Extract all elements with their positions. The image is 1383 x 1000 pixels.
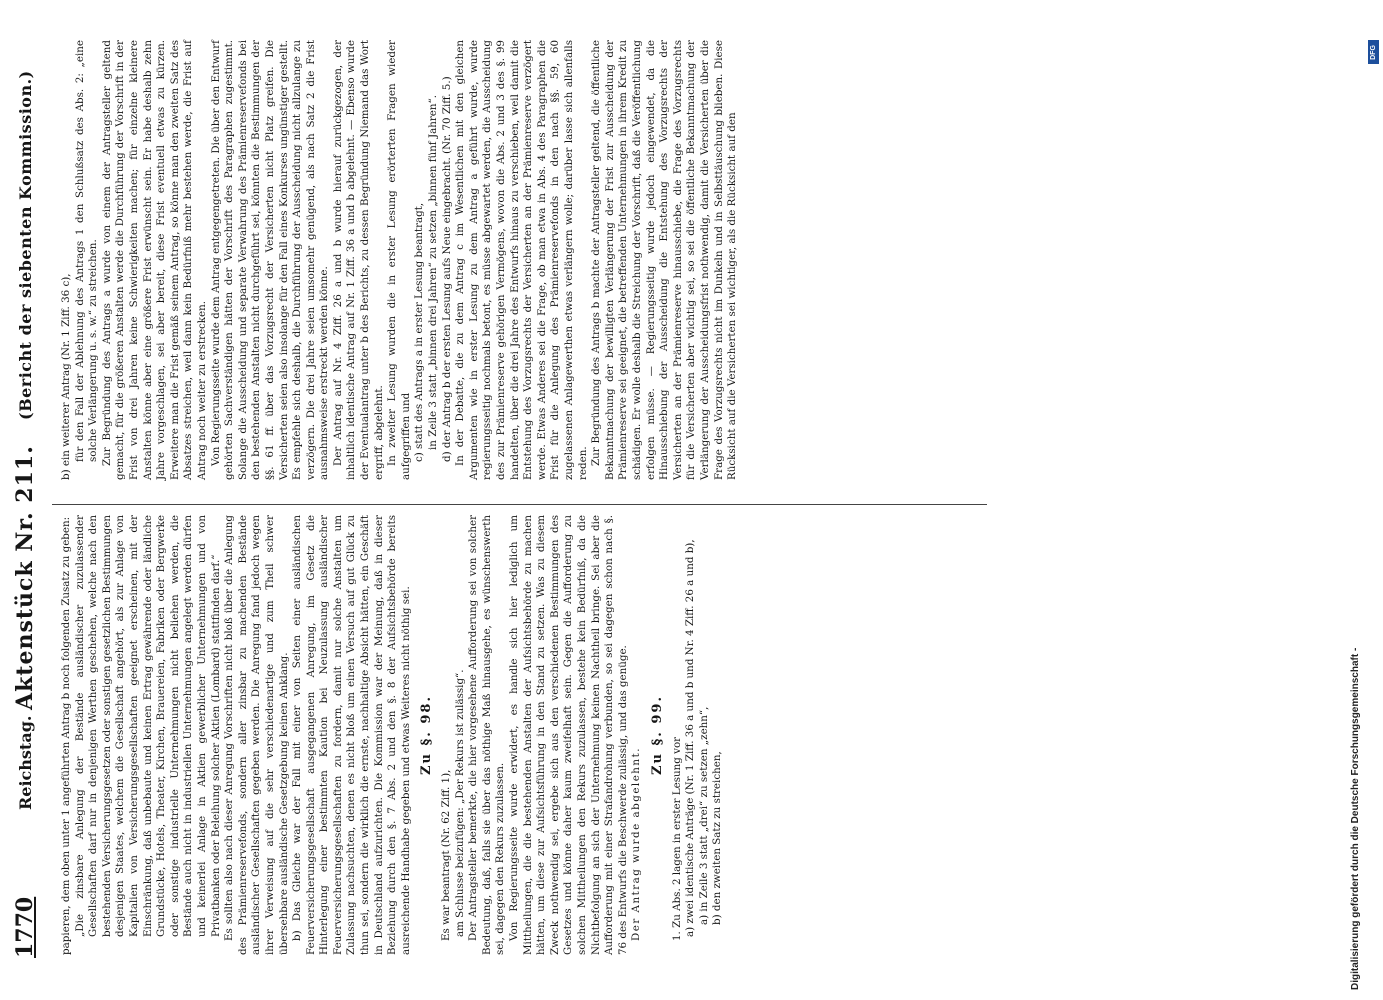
running-head-aktenstueck: Aktenstück Nr. 211.	[12, 445, 38, 710]
right-column	[60, 40, 740, 480]
paragraph: In der Debatte, die zu dem Antrag c im Wesentlichen mit den gleichen Argumenten wie in erster Lesung zu dem Antrag a geführt wurde, wurde regierungsseitig nochmals betont, es müsse abgewartet werden, die Ausscheidung des zur Prämienreserve gehörigen Vermögens, wovon die Abs. 2 und 3 des §. 99 handelten, über die drei Jahre des Entwurfs hinaus zu verschieben, weil damit die Entstehung des Vorzugsrechts der Versicherten an der Prämienreserve verzögert werde. Etwas Anderes sei die Frage, ob man etwa in Abs. 4 des Paragraphen die Frist für die Anlegung des Prämienreservefonds in den nach §§. 59, 60 zugelassenen Anlagewerthen etwas verlängern wolle; darüber lasse sich allenfalls reden.	[454, 40, 589, 480]
page-header	[8, 30, 48, 960]
paragraph: am Schlusse beizufügen: „Der Rekurs ist zulässig“.	[453, 669, 466, 937]
paragraph: papieren, dem oben unter 1 angeführten Antrag b noch folgenden Zusatz zu geben:	[60, 516, 72, 955]
paragraph: Zur Begründung des Antrags b machte der Antragsteller geltend, die öffentliche Bekanntmachung der bewilligten Verlängerung der Frist zur Ausscheidung der Prämienreserve sei geeignet, die betreffenden Unternehmungen in ihrem Kredit zu schädigen. Er wolle deshalb die Streichung der Vorschrift, daß die Veröffentlichung erfolgen müsse. — Regierungsseitig wurde jedoch eingewendet, da die Hinausschiebung der Ausscheidung die Entstehung des Vorzugsrechts der Versicherten an der Prämienreserve hinausschiebe, die Frage des Vorzugsrechts für die Versicherten aber wichtig sei, so sei die öffentliche Bekanntmachung der Verlängerung der Ausscheidungsfrist nothwendig, damit die Versicherten über die Frage des Vorzugsrechts nicht im Dunkeln und in Selbsttäuschung blieben. Diese Rücksicht auf die Versicherten sei wichtiger, als die Rücksicht auf den	[590, 40, 739, 480]
running-head-reichstag: Reichstag.	[16, 715, 35, 810]
section-heading: Zu §. 99.	[649, 695, 665, 775]
list-item: d) der Antrag b der ersten Lesung aufs Neue eingebracht. (Nr. 70 Ziff. 5.)	[440, 76, 453, 462]
list-item: a) in Zeile 3 statt „drei“ zu setzen „zehn“,	[697, 706, 710, 925]
paragraph: Der Antragsteller bemerkte, die hier vorgesehene Aufforderung sei von solcher Bedeutung, daß, falls sie über das nöthige Maß hinausgehe, es wünschenswerth sei, dagegen den Rekurs zuzulassen.	[467, 515, 507, 955]
column-divider	[52, 504, 987, 505]
paragraph: Von Regierungsseite wurde dem Antrag entgegengetreten. Die über den Entwurf gehörten Sachverständigen hätten der Vorschrift des Paragraphen zugestimmt. Solange die Ausscheidung und separate Verwahrung des Prämienreservefonds bei den bestehenden Anstalten nicht durchgeführt sei, könnten die Bestimmungen der §§. 61 ff. über das Vorzugsrecht der Versicherten nicht Platz greifen. Die Versicherten seien also insolange für den Fall eines Konkurses ungünstiger gestellt. Es empfehle sich deshalb, die Durchführung der Ausscheidung nicht allzulange zu verzögern. Die drei Jahre seien umsomehr genügend, als nach Satz 2 die Frist ausnahmsweise erstreckt werden könne.	[209, 40, 331, 480]
result-line: Der Antrag wurde abgelehnt.	[630, 747, 643, 941]
paragraph: Es sollten also nach dieser Anregung Vorschriften nicht bloß über die Anlegung des Prämienreservefonds, sondern aller zinsbar zu machenden Bestände ausländischer Gesellschaften gegeben werden. Die Anregung fand jedoch wegen ihrer Verweisung auf die sehr verschiedenartige und zum Theil schwer übersehbare ausländische Gesetzgebung keinen Anklang.	[223, 515, 290, 955]
list-item: b) den zweiten Satz zu streichen,	[711, 751, 724, 925]
paragraph: Der Antrag auf Nr. 4 Ziff. 26 a und b wurde hierauf zurückgezogen, der inhaltlich identische Antrag auf Nr. 1 Ziff. 36 a und b abgelehnt. — Ebenso wurde der Eventualantrag unter b des Berichts, zu dessen Begründung Niemand das Wort ergriff, abgelehnt.	[331, 40, 385, 480]
paragraph: für den Fall der Ablehnung des Antrags 1 den Schlußsatz des Abs. 2: „eine solche Verlängerung u. s. w.“ zu streichen.	[73, 40, 100, 462]
list-item: c) statt des Antrags a in erster Lesung beantragt,	[413, 202, 426, 462]
paragraph: b) ein weiterer Antrag (Nr. 1 Ziff. 36 c),	[60, 273, 72, 480]
paragraph: Zur Begründung des Antrags a wurde von einem der Antragsteller geltend gemacht, für die größeren Anstalten werde die Durchführung der Vorschrift in der Frist von drei Jahren keine Schwierigkeiten machen; für einzelne kleinere Anstalten könne aber eine größere Frist erwünscht sein. Er habe deshalb zehn Jahre vorgeschlagen, sei aber bereit, diese Frist eventuell etwas zu kürzen. Erweitere man die Frist gemäß seinem Antrag, so könne man den zweiten Satz des Absatzes streichen, weil dann kein Bedürfniß mehr bestehen werde, die Frist auf Antrag noch weiter zu erstrecken.	[100, 40, 208, 480]
list-item: a) zwei identische Anträge (Nr. 1 Ziff. 36 a und b und Nr. 4 Ziff. 26 a und b),	[684, 539, 697, 937]
paragraph: b) Das Gleiche war der Fall mit einer von Seiten einer ausländischen Feuerversicherungsgesellschaft ausgegangenen Anregung, im Gesetz die Hinterlegung einer bestimmten Kaution bei Neuzulassung ausländischer Feuerversicherungsgesellschaften zu fordern, damit nur solche Anstalten um Zulassung nachsuchten, denen es nicht bloß um einen Versuch auf gut Glück zu thun sei, sondern die wirklich die ernste, nachhaltige Absicht hätten, ein Geschäft in Deutschland aufzurichten. Die Kommission war der Meinung, daß in dieser Beziehung durch den §. 7 Abs. 2 und den §. 8 der Aufsichtsbehörde bereits ausreichende Handhabe gegeben und etwas Weiteres nicht nöthig sei.	[291, 515, 412, 955]
page-number: 1770	[12, 896, 38, 958]
dfg-logo: DFG	[1368, 40, 1379, 64]
paragraph: In zweiter Lesung wurden die in erster Lesung erörterten Fragen wieder aufgegriffen und	[386, 40, 412, 480]
section-heading: Zu §. 98.	[419, 695, 435, 775]
paragraph: Von Regierungsseite wurde erwidert, es handle sich hier lediglich um Mittheilungen, die die bestehenden Anstalten der Aufsichtsbehörde zu machen hätten, um diese zur Aufsichtsführung in den Stand zu setzen. Was zu diesem Zweck nothwendig sei, ergebe sich aus den verschiedenen Bestimmungen des Gesetzes und könne daher kaum zweifelhaft sein. Gegen die Aufforderung zu solchen Mittheilungen den Rekurs zuzulassen, bestehe kein Bedürfniß, da die Nichtbefolgung an sich der Unternehmung keinen Nachtheil bringe. Sei aber die Aufforderung mit einer Strafandrohung verbunden, so sei dagegen schon nach §. 76 des Entwurfs die Beschwerde zulässig, und das genüge.	[508, 515, 629, 955]
running-head-bericht: (Bericht der siebenten Kommission.)	[16, 70, 35, 420]
list-item: in Zeile 3 statt „binnen drei Jahren“ zu setzen „binnen fünf Jahren“.	[427, 94, 440, 450]
quoted-proposal: „Die zinsbare Anlegung der Bestände ausländischer zuzulassender Gesellschaften darf nur in denjenigen Werthen geschehen, welche nach den bestehenden Versicherungsgesetzen oder sonstigen gesetzlichen Bestimmungen desjenigen Staates, welchem die Gesellschaft angehört, als zur Anlage von Kapitalien von Versicherungsgesellschaften geeignet erscheinen, mit der Einschränkung, daß unbebaute und keinen Ertrag gewährende oder ländliche Grundstücke, Hotels, Theater, Kirchen, Brauereien, Fabriken oder Bergwerke oder sonstige industrielle Unternehmungen nicht beliehen werden, die Bestände auch nicht in industriellen Unternehmungen angelegt werden dürfen und keinerlei Anlage in Aktien gewerblicher Unternehmungen und von Privatbanken oder Beleihung solcher Aktien (Lombard) stattfinden darf.“	[73, 514, 222, 937]
paragraph: 1. Zu Abs. 2 lagen in erster Lesung vor	[670, 736, 683, 941]
digitization-credit: Digitalisierung gefördert durch die Deutsche Forschungsgemeinschaft -	[1350, 647, 1361, 990]
paragraph: Es war beantragt (Nr. 62 Ziff. 1),	[440, 769, 453, 941]
left-column	[60, 515, 725, 955]
